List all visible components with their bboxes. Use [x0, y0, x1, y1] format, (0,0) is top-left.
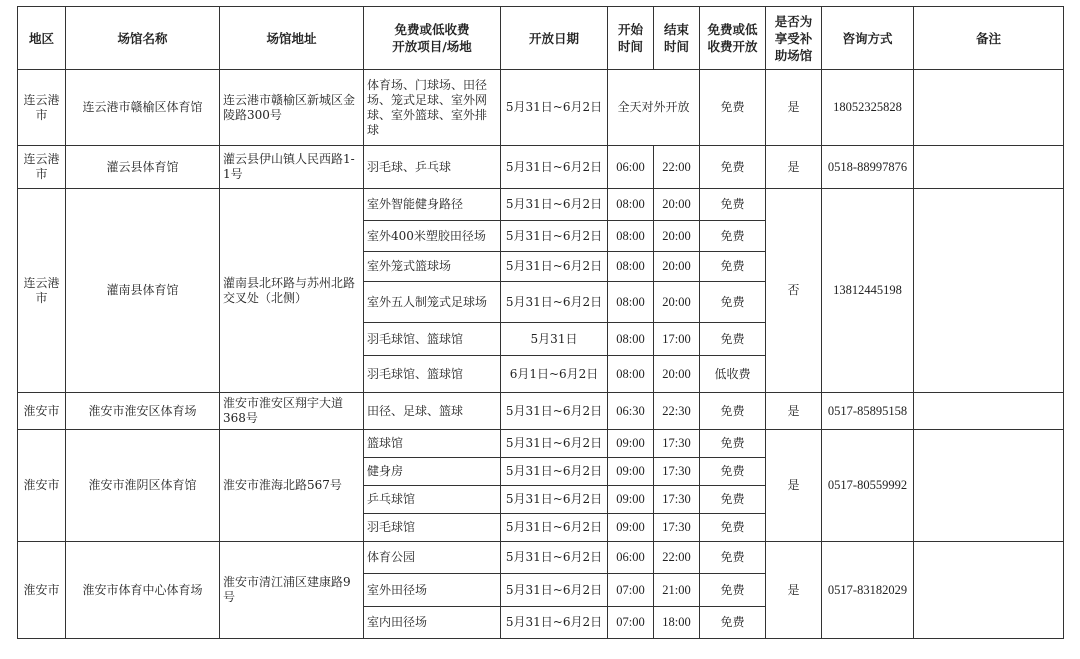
- start-time-cell: 09:00: [608, 430, 654, 458]
- fee-type-cell: 低收费: [700, 356, 766, 393]
- end-time-cell: 21:00: [654, 574, 700, 607]
- start-time-cell: 07:00: [608, 574, 654, 607]
- venue-name-cell: 灌云县体育馆: [66, 146, 220, 189]
- venue-address-cell: 灌南县北环路与苏州北路交叉处（北侧）: [220, 189, 364, 393]
- open-date-cell: 5月31日~6月2日: [501, 430, 608, 458]
- header-contact: 咨询方式: [822, 7, 914, 70]
- header-row: [18, 7, 1064, 70]
- venue-address-cell: 淮安市清江浦区建康路9号: [220, 542, 364, 639]
- venue-name-cell: 灌南县体育馆: [66, 189, 220, 393]
- open-item-cell: 体育公园: [364, 542, 501, 574]
- header-venue-address: 场馆地址: [220, 7, 364, 70]
- subsidized-cell: 是: [766, 146, 822, 189]
- fee-type-cell: 免费: [700, 189, 766, 221]
- header-subsidized: 是否为 享受补 助场馆: [766, 7, 822, 70]
- open-date-cell: 5月31日~6月2日: [501, 146, 608, 189]
- open-date-cell: 5月31日~6月2日: [501, 607, 608, 639]
- end-time-cell: 22:00: [654, 542, 700, 574]
- start-time-cell: 06:00: [608, 146, 654, 189]
- header-note: 备注: [914, 7, 1064, 70]
- start-time-cell: 09:00: [608, 458, 654, 486]
- open-item-cell: 室外田径场: [364, 574, 501, 607]
- open-date-cell: 5月31日~6月2日: [501, 486, 608, 514]
- open-item-cell: 健身房: [364, 458, 501, 486]
- start-time-cell: 09:00: [608, 514, 654, 542]
- table-row: [18, 70, 1064, 146]
- venue-address-cell: 灌云县伊山镇人民西路1-1号: [220, 146, 364, 189]
- subsidized-cell: 否: [766, 189, 822, 393]
- open-date-cell: 6月1日~6月2日: [501, 356, 608, 393]
- note-cell: [914, 70, 1064, 146]
- note-cell: [914, 189, 1064, 393]
- contact-cell: 0517-80559992: [822, 430, 914, 542]
- header-start-time: 开始 时间: [608, 7, 654, 70]
- fee-type-cell: 免费: [700, 70, 766, 146]
- end-time-cell: 20:00: [654, 189, 700, 221]
- open-date-cell: 5月31日~6月2日: [501, 282, 608, 323]
- venue-address-cell: 淮安市淮安区翔宇大道368号: [220, 393, 364, 430]
- region-cell: 连云港市: [18, 146, 66, 189]
- region-cell: 连云港市: [18, 189, 66, 393]
- note-cell: [914, 430, 1064, 542]
- end-time-cell: 22:30: [654, 393, 700, 430]
- start-time-cell: 08:00: [608, 189, 654, 221]
- open-item-cell: 室外400米塑胶田径场: [364, 221, 501, 252]
- open-item-cell: 篮球馆: [364, 430, 501, 458]
- venue-table: [17, 6, 1064, 639]
- fee-type-cell: 免费: [700, 393, 766, 430]
- venue-address-cell: 淮安市淮海北路567号: [220, 430, 364, 542]
- start-time-cell: 08:00: [608, 323, 654, 356]
- table-row: [18, 393, 1064, 430]
- open-item-cell: 羽毛球馆: [364, 514, 501, 542]
- region-cell: 淮安市: [18, 542, 66, 639]
- region-cell: 淮安市: [18, 430, 66, 542]
- open-item-cell: 乒乓球馆: [364, 486, 501, 514]
- end-time-cell: 20:00: [654, 252, 700, 282]
- fee-type-cell: 免费: [700, 282, 766, 323]
- subsidized-cell: 是: [766, 430, 822, 542]
- subsidized-cell: 是: [766, 542, 822, 639]
- start-time-cell: 08:00: [608, 356, 654, 393]
- open-date-cell: 5月31日: [501, 323, 608, 356]
- fee-type-cell: 免费: [700, 514, 766, 542]
- fee-type-cell: 免费: [700, 486, 766, 514]
- end-time-cell: 20:00: [654, 282, 700, 323]
- header-venue-name: 场馆名称: [66, 7, 220, 70]
- open-date-cell: 5月31日~6月2日: [501, 574, 608, 607]
- start-time-cell: 06:00: [608, 542, 654, 574]
- fee-type-cell: 免费: [700, 430, 766, 458]
- venue-name-cell: 淮安市淮阴区体育馆: [66, 430, 220, 542]
- open-date-cell: 5月31日~6月2日: [501, 458, 608, 486]
- open-item-cell: 羽毛球馆、篮球馆: [364, 323, 501, 356]
- end-time-cell: 17:00: [654, 323, 700, 356]
- header-open-items: 免费或低收费 开放项目/场地: [364, 7, 501, 70]
- open-date-cell: 5月31日~6月2日: [501, 514, 608, 542]
- start-time-cell: 08:00: [608, 282, 654, 323]
- end-time-cell: 22:00: [654, 146, 700, 189]
- note-cell: [914, 542, 1064, 639]
- contact-cell: 18052325828: [822, 70, 914, 146]
- open-date-cell: 5月31日~6月2日: [501, 252, 608, 282]
- contact-cell: 0518-88997876: [822, 146, 914, 189]
- fee-type-cell: 免费: [700, 323, 766, 356]
- open-item-cell: 室外智能健身路径: [364, 189, 501, 221]
- note-cell: [914, 393, 1064, 430]
- start-time-cell: 07:00: [608, 607, 654, 639]
- start-time-cell: 06:30: [608, 393, 654, 430]
- end-time-cell: 18:00: [654, 607, 700, 639]
- subsidized-cell: 是: [766, 393, 822, 430]
- end-time-cell: 20:00: [654, 221, 700, 252]
- open-item-cell: 室外五人制笼式足球场: [364, 282, 501, 323]
- open-date-cell: 5月31日~6月2日: [501, 70, 608, 146]
- open-item-cell: 田径、足球、篮球: [364, 393, 501, 430]
- open-date-cell: 5月31日~6月2日: [501, 221, 608, 252]
- contact-cell: 13812445198: [822, 189, 914, 393]
- fee-type-cell: 免费: [700, 146, 766, 189]
- table-row: [18, 146, 1064, 189]
- open-item-cell: 室外笼式篮球场: [364, 252, 501, 282]
- contact-cell: 0517-83182029: [822, 542, 914, 639]
- open-item-cell: 体育场、门球场、田径场、笼式足球、室外网球、室外篮球、室外排球: [364, 70, 501, 146]
- table-row: [18, 430, 1064, 458]
- start-time-cell: 08:00: [608, 221, 654, 252]
- header-open-date: 开放日期: [501, 7, 608, 70]
- note-cell: [914, 146, 1064, 189]
- end-time-cell: 20:00: [654, 356, 700, 393]
- start-time-cell: 09:00: [608, 486, 654, 514]
- open-time-cell: 全天对外开放: [608, 70, 700, 146]
- fee-type-cell: 免费: [700, 574, 766, 607]
- venue-address-cell: 连云港市赣榆区新城区金陵路300号: [220, 70, 364, 146]
- contact-cell: 0517-85895158: [822, 393, 914, 430]
- table-row: [18, 542, 1064, 574]
- end-time-cell: 17:30: [654, 514, 700, 542]
- header-region: 地区: [18, 7, 66, 70]
- region-cell: 淮安市: [18, 393, 66, 430]
- fee-type-cell: 免费: [700, 542, 766, 574]
- venue-name-cell: 淮安市体育中心体育场: [66, 542, 220, 639]
- venue-name-cell: 连云港市赣榆区体育馆: [66, 70, 220, 146]
- open-item-cell: 室内田径场: [364, 607, 501, 639]
- start-time-cell: 08:00: [608, 252, 654, 282]
- region-cell: 连云港市: [18, 70, 66, 146]
- fee-type-cell: 免费: [700, 252, 766, 282]
- open-item-cell: 羽毛球馆、篮球馆: [364, 356, 501, 393]
- end-time-cell: 17:30: [654, 458, 700, 486]
- end-time-cell: 17:30: [654, 486, 700, 514]
- subsidized-cell: 是: [766, 70, 822, 146]
- header-fee-type: 免费或低 收费开放: [700, 7, 766, 70]
- fee-type-cell: 免费: [700, 607, 766, 639]
- header-end-time: 结束 时间: [654, 7, 700, 70]
- venue-name-cell: 淮安市淮安区体育场: [66, 393, 220, 430]
- fee-type-cell: 免费: [700, 221, 766, 252]
- open-date-cell: 5月31日~6月2日: [501, 542, 608, 574]
- fee-type-cell: 免费: [700, 458, 766, 486]
- table-row: [18, 189, 1064, 221]
- open-date-cell: 5月31日~6月2日: [501, 393, 608, 430]
- open-item-cell: 羽毛球、乒乓球: [364, 146, 501, 189]
- end-time-cell: 17:30: [654, 430, 700, 458]
- open-date-cell: 5月31日~6月2日: [501, 189, 608, 221]
